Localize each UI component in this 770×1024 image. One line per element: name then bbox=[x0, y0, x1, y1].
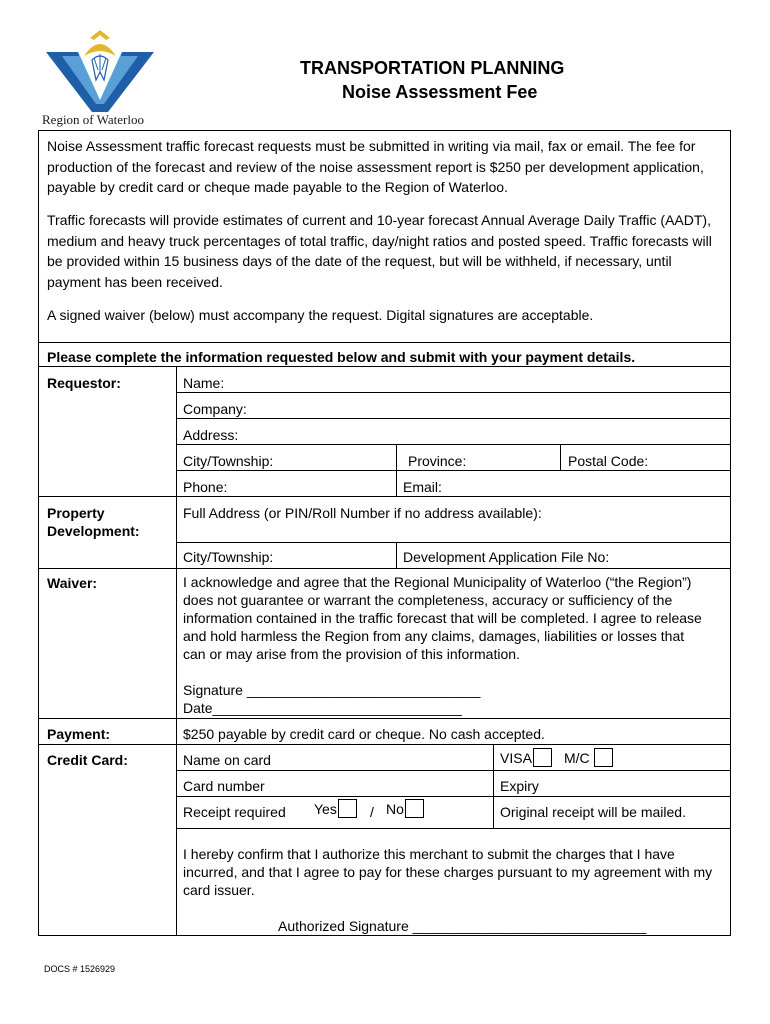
column-divider bbox=[396, 542, 397, 568]
yes-label: Yes bbox=[314, 801, 337, 817]
logo-text: Region of Waterloo bbox=[42, 112, 144, 127]
document-number: DOCS # 1526929 bbox=[44, 964, 116, 974]
divider bbox=[39, 342, 730, 343]
yes-checkbox[interactable] bbox=[338, 799, 357, 818]
visa-label: VISA bbox=[500, 750, 532, 766]
development-label: Development: bbox=[47, 523, 140, 539]
intro-paragraph-2: Traffic forecasts will provide estimates of current and 10-year forecast Annual Average Daily Traffic (AADT), medium and heavy truck percentages of total traffic, day/night ratios and posted speed. Traffic forecasts will be provided within 15 business days of the date of the request, but will be withheld, if necessary, until payment has been received. bbox=[47, 212, 712, 290]
divider bbox=[176, 418, 730, 419]
column-divider bbox=[493, 744, 494, 828]
column-divider bbox=[176, 366, 177, 936]
phone-field[interactable]: Phone: bbox=[183, 479, 228, 495]
divider bbox=[39, 568, 730, 569]
mc-option[interactable] bbox=[564, 748, 613, 769]
receipt-yes-option[interactable] bbox=[314, 799, 357, 820]
original-receipt-note: Original receipt will be mailed. bbox=[500, 804, 686, 820]
name-field[interactable]: Name: bbox=[183, 375, 225, 391]
column-divider bbox=[396, 470, 397, 496]
province-field[interactable]: Province: bbox=[408, 453, 467, 469]
no-label: No bbox=[386, 801, 404, 817]
column-divider bbox=[396, 444, 397, 470]
divider bbox=[176, 392, 730, 393]
mc-checkbox[interactable] bbox=[594, 748, 613, 767]
no-checkbox[interactable] bbox=[405, 799, 424, 818]
name-on-card-field[interactable]: Name on card bbox=[183, 752, 271, 768]
waiver-date-field[interactable]: Date________________________________ bbox=[183, 700, 462, 716]
card-number-field[interactable]: Card number bbox=[183, 778, 265, 794]
receipt-required-label: Receipt required bbox=[183, 804, 286, 820]
payment-text: $250 payable by credit card or cheque. No cash accepted. bbox=[183, 726, 545, 742]
intro-paragraph-1: Noise Assessment traffic forecast requests must be submitted in writing via mail, fax or email. The fee for production of the forecast and review of the noise assessment report is $250 per development application, payable by credit card or cheque made payable to the Region of Waterloo. bbox=[47, 138, 704, 195]
visa-checkbox[interactable] bbox=[533, 748, 552, 767]
application-file-field[interactable]: Development Application File No: bbox=[403, 549, 610, 565]
divider bbox=[39, 496, 730, 497]
city-field[interactable]: City/Township: bbox=[183, 453, 274, 469]
waiver-signature-field[interactable]: Signature ______________________________ bbox=[183, 682, 481, 698]
visa-option[interactable] bbox=[500, 748, 552, 769]
company-field[interactable]: Company: bbox=[183, 401, 247, 417]
waiver-label: Waiver: bbox=[47, 575, 98, 591]
form-box bbox=[38, 130, 731, 936]
property-label: Property bbox=[47, 505, 105, 521]
slash-separator: / bbox=[370, 804, 374, 820]
intro-paragraph-3: A signed waiver (below) must accompany the request. Digital signatures are acceptable. bbox=[47, 307, 594, 323]
expiry-field[interactable]: Expiry bbox=[500, 778, 539, 794]
divider bbox=[176, 444, 730, 445]
full-address-field[interactable]: Full Address (or PIN/Roll Number if no address available): bbox=[183, 505, 542, 521]
mc-label: M/C bbox=[564, 750, 590, 766]
divider bbox=[176, 828, 730, 829]
address-field[interactable]: Address: bbox=[183, 427, 239, 443]
page-title: TRANSPORTATION PLANNING bbox=[300, 58, 565, 78]
postal-code-field[interactable]: Postal Code: bbox=[568, 453, 649, 469]
property-city-field[interactable]: City/Township: bbox=[183, 549, 274, 565]
divider bbox=[176, 542, 730, 543]
payment-label: Payment: bbox=[47, 726, 111, 742]
receipt-no-option[interactable] bbox=[386, 799, 424, 820]
column-divider bbox=[560, 444, 561, 470]
requestor-label: Requestor: bbox=[47, 375, 121, 391]
email-field[interactable]: Email: bbox=[403, 479, 442, 495]
waiver-text: I acknowledge and agree that the Regional Municipality of Waterloo (“the Region”) does not guarantee or warrant the completeness, accuracy or sufficiency of the information contained in the traffic forecast that will be completed. I agree to release and hold harmless the Region from any claims, damages, liabilities or losses that can or may arise from the provision of this information. bbox=[183, 574, 702, 662]
page-subtitle: Noise Assessment Fee bbox=[342, 82, 538, 102]
authorization-text: I hereby confirm that I authorize this merchant to submit the charges that I have incurred, and that I agree to pay for these charges pursuant to my agreement with my card issuer. bbox=[183, 846, 713, 898]
form-instruction: Please complete the information requested below and submit with your payment details. bbox=[47, 349, 636, 365]
authorized-signature-field[interactable]: Authorized Signature ______________________________ bbox=[278, 918, 647, 934]
credit-card-label: Credit Card: bbox=[47, 752, 128, 768]
